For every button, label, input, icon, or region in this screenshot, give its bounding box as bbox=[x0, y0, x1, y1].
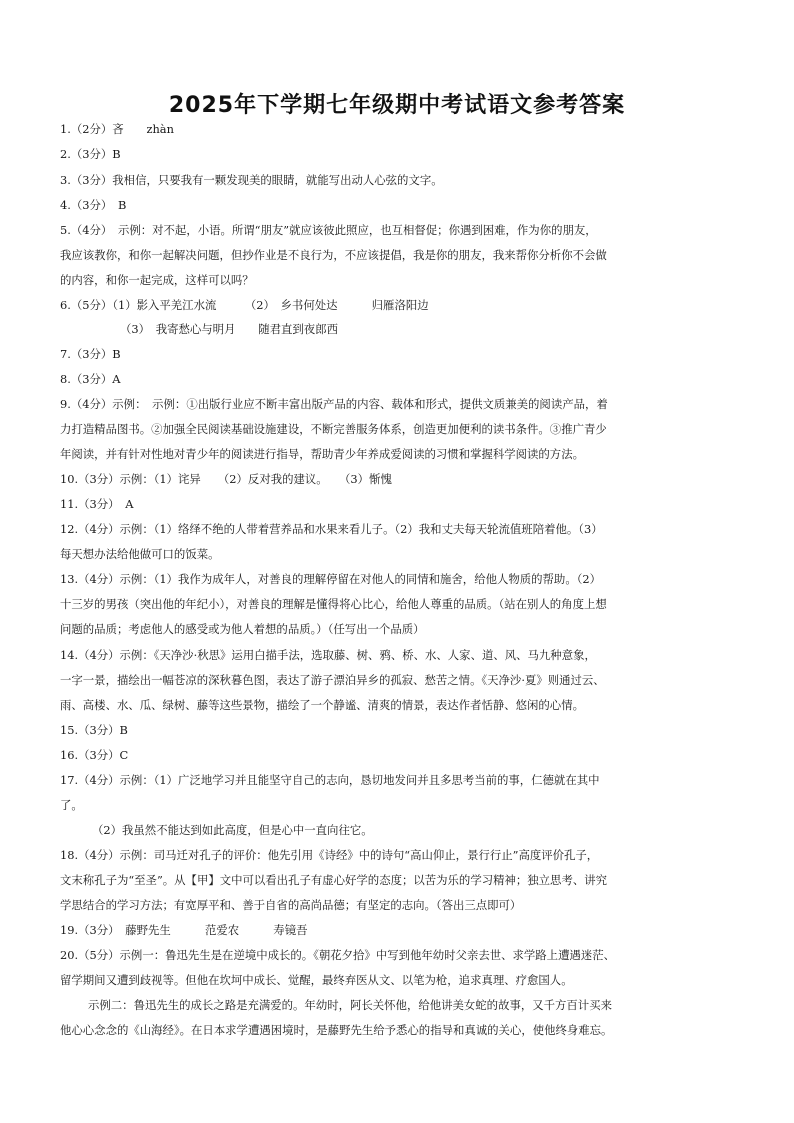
answer-line: 11.（3分） A bbox=[60, 497, 134, 511]
answer-line: 雨、高楼、水、瓜、绿树、藤等这些景物，描绘了一个静谧、清爽的情景，表达作者恬静、悠闲的心情。 bbox=[60, 698, 584, 712]
answer-line: 学思结合的学习方法；有宽厚平和、善于自省的高尚品德；有坚定的志向。（答出三点即可） bbox=[60, 898, 522, 912]
answer-line: 12.（4分）示例：（1）络绎不绝的人带着营养品和水果来看儿子。（2）我和丈夫每天轮流值班陪着他。（3） bbox=[60, 522, 603, 536]
answer-line: 的内容，和你一起完成，这样可以吗？ bbox=[60, 273, 254, 287]
answer-line: 10.（3分）示例：（1）诧异 （2）反对我的建议。 （3）惭愧 bbox=[60, 472, 392, 486]
answer-line: 一字一景，描绘出一幅苍凉的深秋暮色图，表达了游子漂泊异乡的孤寂、愁苦之情。《天净沙·夏》则通过云、 bbox=[60, 673, 605, 687]
answer-line: 6.（5分）（1）影入平羌江水流 （2） 乡书何处达 归雁洛阳边 bbox=[60, 298, 429, 312]
answer-line: 了。 bbox=[60, 798, 83, 812]
answer-line: 4.（3分） B bbox=[60, 198, 127, 212]
answer-line: 问题的品质；考虑他人的感受或为他人着想的品质。）（任写出一个品质） bbox=[60, 622, 425, 636]
answer-line: 13.（4分）示例：（1）我作为成年人，对善良的理解停留在对他人的同情和施舍，给他人物质的帮助。（2） bbox=[60, 572, 602, 586]
answer-line: 留学期间又遭到歧视等。但他在坎坷中成长、觉醒，最终弃医从文、以笔为枪，追求真理、疗愈国人。 bbox=[60, 973, 573, 987]
answer-line: 十三岁的男孩（突出他的年纪小），对善良的理解是懂得将心比心，给他人尊重的品质。（站在别人的角度上想 bbox=[60, 597, 607, 611]
answer-line: 3.（3分）我相信，只要我有一颗发现美的眼睛，就能写出动人心弦的文字。 bbox=[60, 173, 443, 187]
answer-line: （3） 我寄愁心与明月 随君直到夜郎西 bbox=[120, 322, 338, 336]
answer-line: 14.（4分）示例：《天净沙·秋思》运用白描手法，选取藤、树、鸦、桥、水、人家、道、风、马九种意象， bbox=[60, 648, 596, 662]
answer-line: 1.（2分）吝 zhàn bbox=[60, 122, 174, 136]
document-title: 2025年下学期七年级期中考试语文参考答案 bbox=[168, 93, 626, 118]
answer-line: 9.（4分）示例： 示例：①出版行业应不断丰富出版产品的内容、载体和形式，提供文质兼美的阅读产品，着 bbox=[60, 397, 608, 411]
answer-line: 每天想办法给他做可口的饭菜。 bbox=[60, 547, 220, 561]
answer-line: 力打造精品图书。②加强全民阅读基础设施建设，不断完善服务体系，创造更加便利的读书条件。③推广青少 bbox=[60, 422, 607, 436]
answer-line: 文末称孔子为“至圣”。从【甲】文中可以看出孔子有虚心好学的态度；以苦为乐的学习精神；独立思考、讲究 bbox=[60, 873, 608, 887]
answer-line: 18.（4分）示例：司马迁对孔子的评价：他先引用《诗经》中的诗句“高山仰止，景行行止”高度评价孔子， bbox=[60, 848, 599, 862]
answer-line: 7.（3分）B bbox=[60, 347, 121, 361]
answer-line: 20.（5分）示例一：鲁迅先生是在逆境中成长的。《朝花夕拾》中写到他年幼时父亲去世、求学路上遭遇迷茫、 bbox=[60, 948, 616, 962]
answer-line: 年阅读，并有针对性地对青少年的阅读进行指导，帮助青少年养成爱阅读的习惯和掌握科学阅读的方法。 bbox=[60, 447, 584, 461]
answer-line: 17.（4分）示例：（1）广泛地学习并且能坚守自己的志向，恳切地发问并且多思考当前的事，仁德就在其中 bbox=[60, 773, 600, 787]
answer-line: 8.（3分）A bbox=[60, 372, 121, 386]
answer-line: 示例二：鲁迅先生的成长之路是充满爱的。年幼时，阿长关怀他，给他讲美女蛇的故事，又千方百计买来 bbox=[88, 998, 612, 1012]
answer-line: 19.（3分） 藤野先生 范爱农 寿镜吾 bbox=[60, 923, 308, 937]
answer-line: 16.（3分）C bbox=[60, 748, 129, 762]
answer-line: 2.（3分）B bbox=[60, 147, 121, 161]
answer-line: 我应该教你，和你一起解决问题，但抄作业是不良行为，不应该提倡，我是你的朋友，我来帮你分析你不会做 bbox=[60, 248, 607, 262]
answer-line: 15.（3分）B bbox=[60, 723, 128, 737]
answer-line: （2）我虽然不能达到如此高度，但是心中一直向往它。 bbox=[92, 823, 373, 837]
answer-line: 他心心念念的《山海经》。在日本求学遭遇困境时，是藤野先生给予悉心的指导和真诚的关心，使他终身难忘。 bbox=[60, 1023, 613, 1037]
answer-line: 5.（4分） 示例：对不起，小语。所谓“朋友”就应该彼此照应，也互相督促；你遇到困难，作为你的朋友， bbox=[60, 223, 597, 237]
